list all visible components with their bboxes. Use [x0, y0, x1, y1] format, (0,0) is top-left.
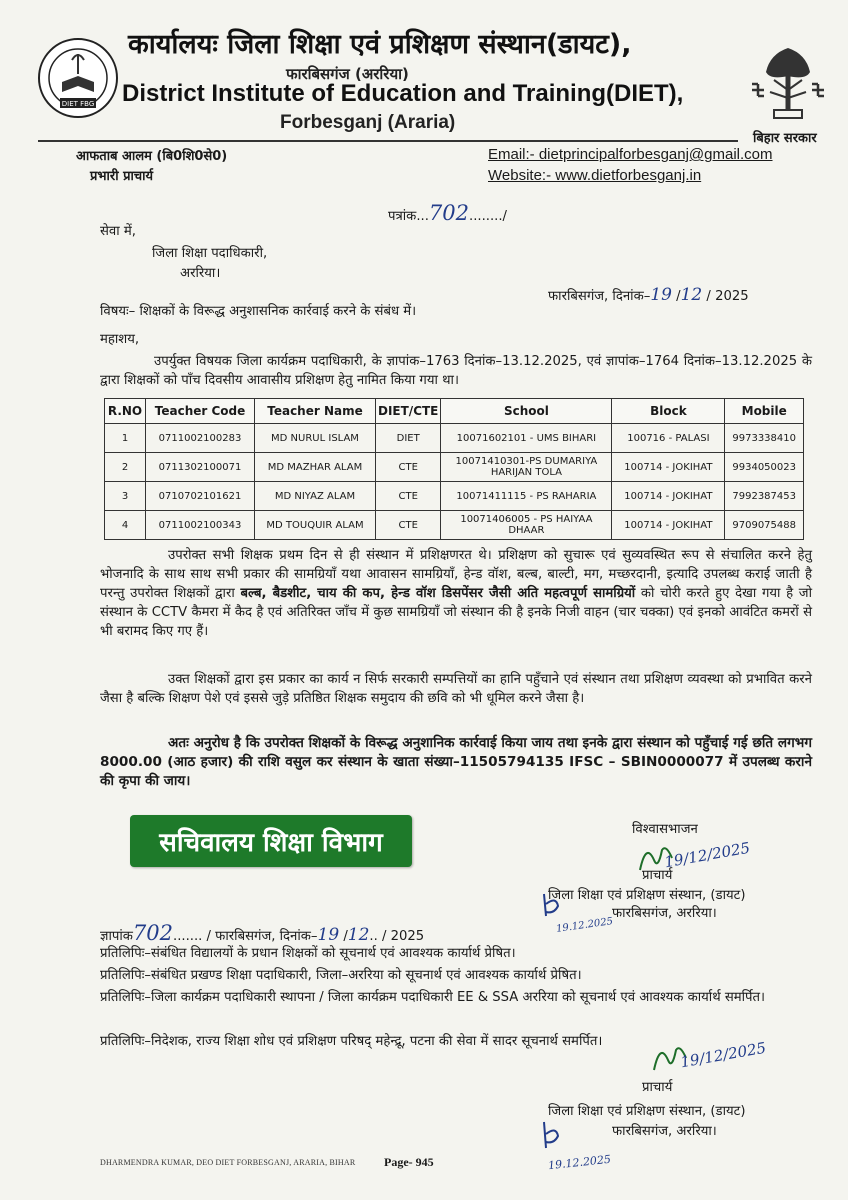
- footer-credit: DHARMENDRA KUMAR, DEO DIET FORBESGANJ, ARARIA, BIHAR: [100, 1158, 356, 1167]
- paragraph-3: अतः अनुरोध है कि उपरोक्त शिक्षकों के विरूद्ध अनुशानिक कार्रवाई किया जाय तथा इनके द्वारा संस्थान को पहुँचाई गई छति लगभग 8000.00 (आठ हजार) की राशि वसुल कर संस्थान के खाता संख्या–11505794135 IFSC – SBIN0000077 में उपलब्ध कराने की कृपा की जाय।: [100, 735, 812, 789]
- website-link[interactable]: Website:- www.dietforbesganj.in: [488, 167, 702, 184]
- email-link[interactable]: Email:- dietprincipalforbesganj@gmail.com: [488, 146, 773, 163]
- date-line: फारबिसगंज, दिनांक–19 /12 / 2025: [548, 285, 749, 305]
- memo-month: 12: [347, 925, 370, 945]
- govt-label: बिहार सरकार: [753, 131, 817, 146]
- cell-mobile: 9934050023: [725, 453, 804, 482]
- date-year: 2025: [715, 289, 749, 304]
- cell-block: 100714 - JOKIHAT: [612, 482, 725, 511]
- paragraph-1-bold: बल्ब, बैडशीट, चाय की कप, हेन्ड वॉश डिसपेंसर जैसी अति महत्वपूर्ण सामग्रियों: [240, 586, 636, 601]
- memo-line: ज्ञापांक702....... / फारबिसगंज, दिनांक–19 /12.. / 2025: [100, 921, 425, 945]
- initial-scribble: [538, 890, 564, 920]
- paragraph-2: उक्त शिक्षकों द्वारा इस प्रकार का कार्य न सिर्फ सरकारी सम्पत्तियों का हानि पहुँचाने एवं संस्थान तथा प्रशिक्षण व्यवस्था को प्रभावित करने जैसा है बल्कि शिक्षण पेशे एवं इससे जुड़े प्रतिष्ठित शिक्षक समुदाय की छवि को भी धूमिल करने जैसा है।: [100, 672, 812, 706]
- cell-school: 10071410301-PS DUMARIYA HARIJAN TOLA: [441, 453, 612, 482]
- cell-teacher-name: MD MAZHAR ALAM: [255, 453, 376, 482]
- to-label: सेवा में,: [100, 224, 136, 239]
- paragraph-1: [100, 546, 812, 641]
- signature-2-role: प्राचार्य: [642, 1080, 673, 1095]
- cell-teacher-code: 0711002100343: [146, 511, 255, 540]
- copy-4: प्रतिलिपिः–निदेशक, राज्य शिक्षा शोध एवं प्रशिक्षण परिषद् महेन्द्रू, पटना की सेवा में सादर सूचनार्थ समर्पित।: [100, 1034, 603, 1049]
- memo-year: 2025: [390, 929, 425, 944]
- header-divider: [38, 140, 738, 142]
- signature-place: फारबिसगंज, अररिया।: [612, 906, 717, 921]
- cell-block: 100714 - JOKIHAT: [612, 453, 725, 482]
- cell-rno: 3: [105, 482, 146, 511]
- copy-2: प्रतिलिपिः–संबंधित प्रखण्ड शिक्षा पदाधिकारी, जिला–अररिया को सूचनार्थ एवं आवश्यक कार्यार्थ प्रेषित।: [100, 968, 582, 983]
- memo-number: 702: [132, 921, 173, 945]
- cell-teacher-code: 0711302100071: [146, 453, 255, 482]
- copy-3: प्रतिलिपिः–जिला कार्यक्रम पदाधिकारी स्थापना / जिला कार्यक्रम पदाधिकारी EE & SSA अररिया को सूचनार्थ एवं आवश्यक कार्यार्थ समर्पित।: [100, 990, 766, 1005]
- cell-mobile: 9973338410: [725, 424, 804, 453]
- col-rno: R.NO: [105, 399, 146, 424]
- teachers-table: [104, 398, 804, 540]
- signature-date: 19/12/2025: [663, 838, 752, 872]
- signature-2-date: 19/12/2025: [679, 1038, 768, 1072]
- initial-scribble-2: [538, 1118, 564, 1152]
- bihar-emblem-icon: [740, 40, 836, 136]
- signature-org: जिला शिक्षा एवं प्रशिक्षण संस्थान, (डायट): [548, 888, 746, 903]
- initial-date: 19.12.2025: [555, 916, 614, 935]
- principal-name: आफताब आलम (बि0शि0से0): [76, 149, 228, 164]
- memo-place-label: / फारबिसगंज, दिनांक–: [206, 929, 318, 944]
- page-number: Page- 945: [384, 1155, 434, 1169]
- signature-2-org: जिला शिक्षा एवं प्रशिक्षण संस्थान, (डायट): [548, 1104, 746, 1119]
- office-name-english: District Institute of Education and Training(DIET),: [122, 80, 684, 107]
- signature-role: प्राचार्य: [642, 868, 673, 883]
- cell-rno: 1: [105, 424, 146, 453]
- cell-teacher-name: MD TOUQUIR ALAM: [255, 511, 376, 540]
- memo-label: ज्ञापांक: [100, 929, 133, 944]
- paragraph-1-rest: को चोरी करते हुए देखा गया है जो संस्थान के CCTV कैमरा में कैद है एवं अतिरिक्त जाँच में कुछ सामग्रियाँ जो संस्थान की है इनके निजी वाहन (चार चक्का) एवं इनको आवंटित कमरों से भी बरामद किए गए हैं।: [100, 586, 812, 639]
- col-mobile: Mobile: [725, 399, 804, 424]
- principal-title: प्रभारी प्राचार्य: [90, 169, 154, 184]
- closing: विश्वासभाजन: [632, 822, 698, 837]
- diet-logo: [36, 36, 120, 120]
- date-label: फारबिसगंज, दिनांक–: [548, 289, 651, 304]
- cell-diet-cte: CTE: [376, 482, 441, 511]
- table-header-row: [105, 399, 804, 424]
- col-teacher-code: Teacher Code: [146, 399, 255, 424]
- signature-2-place: फारबिसगंज, अररिया।: [612, 1124, 717, 1139]
- memo-day: 19: [317, 925, 340, 945]
- office-name-hindi: कार्यालयः जिला शिक्षा एवं प्रशिक्षण संस्थान(डायट),: [128, 29, 632, 60]
- cell-diet-cte: CTE: [376, 511, 441, 540]
- date-day: 19: [650, 285, 672, 305]
- table-row: [105, 482, 804, 511]
- logo-text: DIET FBG: [61, 100, 95, 108]
- date-month: 12: [680, 285, 703, 305]
- cell-rno: 4: [105, 511, 146, 540]
- cell-diet-cte: DIET: [376, 424, 441, 453]
- copy-1: प्रतिलिपिः–संबंधित विद्यालयों के प्रधान शिक्षकों को सूचनार्थ एवं आवश्यक कार्यार्थ प्रेषित।: [100, 946, 516, 961]
- place-hindi: फारबिसगंज (अररिया): [286, 65, 409, 83]
- cell-teacher-name: MD NURUL ISLAM: [255, 424, 376, 453]
- subject: विषयः– शिक्षकों के विरूद्ध अनुशासनिक कार्रवाई करने के संबंध में।: [100, 304, 417, 319]
- cell-diet-cte: CTE: [376, 453, 441, 482]
- cell-block: 100714 - JOKIHAT: [612, 511, 725, 540]
- cell-school: 10071411115 - PS RAHARIA: [441, 482, 612, 511]
- place-english: Forbesganj (Araria): [280, 112, 456, 133]
- contact-block: [488, 146, 773, 188]
- paragraph-1-text: उपरोक्त सभी शिक्षक प्रथम दिन से ही संस्थान में प्रशिक्षणरत थे। प्रशिक्षण को सुचारू एवं सुव्यवस्थित रूप से संचालित करने हेतु भोजनादि के साथ साथ सभी प्रकार की सामग्रियाँ यथा आवासन सामग्रियाँ, हेन्ड वॉश, बल्ब, बाल्टी, मग, मच्छरदानी, इत्यादि उपलब्ध कराई जाती है परन्तु उपरोक्त शिक्षकों द्वारा: [100, 548, 812, 601]
- table-row: [105, 453, 804, 482]
- secretariat-stamp: सचिवालय शिक्षा विभाग: [130, 815, 412, 867]
- table-row: [105, 511, 804, 540]
- cell-mobile: 9709075488: [725, 511, 804, 540]
- table-row: [105, 424, 804, 453]
- to-place: अररिया।: [180, 266, 221, 281]
- cell-teacher-name: MD NIYAZ ALAM: [255, 482, 376, 511]
- col-school: School: [441, 399, 612, 424]
- cell-teacher-code: 0710702101621: [146, 482, 255, 511]
- cell-teacher-code: 0711002100283: [146, 424, 255, 453]
- col-diet-cte: DIET/CTE: [376, 399, 441, 424]
- salutation: महाशय,: [100, 332, 140, 347]
- col-teacher-name: Teacher Name: [255, 399, 376, 424]
- col-block: Block: [612, 399, 725, 424]
- intro-paragraph: उपर्युक्त विषयक जिला कार्यक्रम पदाधिकारी, के ज्ञापांक–1763 दिनांक–13.12.2025, एवं ज्ञापांक–1764 दिनांक–13.12.2025 के द्वारा शिक्षकों को पाँच दिवसीय आवासीय प्रशिक्षण हेतु नामित किया गया था।: [100, 354, 812, 388]
- ref-label: पत्रांक: [388, 209, 417, 224]
- cell-rno: 2: [105, 453, 146, 482]
- ref-line: पत्रांक...702......../: [388, 201, 507, 225]
- cell-mobile: 7992387453: [725, 482, 804, 511]
- cell-block: 100716 - PALASI: [612, 424, 725, 453]
- ref-number: 702: [428, 201, 469, 225]
- initial-2-date: 19.12.2025: [547, 1152, 612, 1173]
- cell-school: 10071406005 - PS HAIYAA DHAAR: [441, 511, 612, 540]
- to-name: जिला शिक्षा पदाधिकारी,: [152, 246, 268, 261]
- cell-school: 10071602101 - UMS BIHARI: [441, 424, 612, 453]
